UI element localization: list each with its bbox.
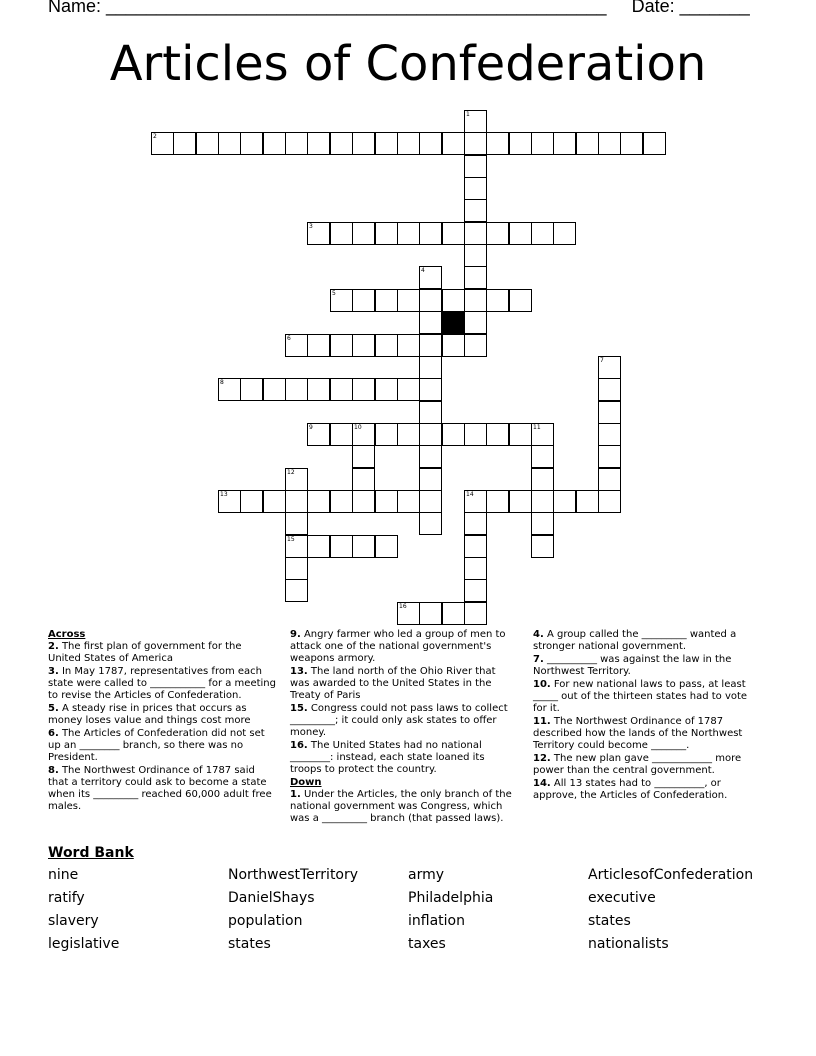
crossword-cell[interactable] — [531, 490, 554, 513]
clue-number: 16 — [399, 603, 407, 610]
crossword-cell[interactable] — [330, 378, 353, 401]
crossword-cell[interactable] — [442, 132, 465, 155]
crossword-cell[interactable] — [598, 132, 621, 155]
clue-number: 11 — [533, 424, 541, 431]
clue-across-6: 6. The Articles of Confederation did not set up an ________ branch, so there was no President. — [48, 728, 265, 763]
crossword-cell[interactable] — [419, 512, 442, 535]
crossword-cell[interactable] — [598, 401, 621, 424]
clue-number: 6 — [287, 335, 291, 342]
crossword-cell[interactable] — [419, 289, 442, 312]
crossword-cell[interactable] — [419, 222, 442, 245]
crossword-cell[interactable] — [397, 602, 420, 625]
crossword-cell[interactable] — [307, 423, 330, 446]
clue-number: 8 — [220, 379, 224, 386]
crossword-cell[interactable] — [307, 222, 330, 245]
crossword-cell[interactable] — [464, 222, 487, 245]
clue-across-2: 2. The first plan of government for the United States of America — [48, 641, 242, 664]
clue-number: 1 — [466, 111, 470, 118]
crossword-cell[interactable] — [218, 378, 241, 401]
clue-across-9: 9. Angry farmer who led a group of men to attack one of the national government's weapons armory. — [290, 629, 506, 664]
crossword-black-cell — [442, 311, 465, 334]
crossword-cell[interactable] — [352, 289, 375, 312]
crossword-cell[interactable] — [486, 132, 509, 155]
crossword-cell[interactable] — [509, 423, 532, 446]
crossword-cell[interactable] — [419, 132, 442, 155]
crossword-cell[interactable] — [531, 468, 554, 491]
clue-number: 13 — [220, 491, 228, 498]
crossword-cell[interactable] — [240, 378, 263, 401]
crossword-cell[interactable] — [218, 132, 241, 155]
crossword-cell[interactable] — [397, 490, 420, 513]
crossword-cell[interactable] — [464, 199, 487, 222]
down-heading: Down — [290, 777, 322, 788]
clue-down-1: 1. Under the Articles, the only branch of the national government was Congress, which was a _________ branch (that passed laws). — [290, 789, 512, 824]
clue-down-11: 11. The Northwest Ordinance of 1787 described how the lands of the Northwest Territory could become _______. — [533, 716, 743, 751]
clue-across-3: 3. In May 1787, representatives from each state were called to ___________ for a meeting to revise the Articles of Confederation. — [48, 666, 276, 701]
crossword-cell[interactable] — [598, 468, 621, 491]
crossword-cell[interactable] — [464, 244, 487, 267]
crossword-cell[interactable] — [509, 289, 532, 312]
word-bank-item: executive — [588, 890, 656, 906]
crossword-cell[interactable] — [397, 289, 420, 312]
crossword-cell[interactable] — [240, 490, 263, 513]
crossword-cell[interactable] — [352, 378, 375, 401]
crossword-cell[interactable] — [375, 222, 398, 245]
crossword-cell[interactable] — [531, 445, 554, 468]
word-bank-item: population — [228, 913, 303, 929]
crossword-cell[interactable] — [151, 132, 174, 155]
crossword-cell[interactable] — [375, 334, 398, 357]
word-bank-title: Word Bank — [48, 845, 134, 861]
crossword-cell[interactable] — [352, 423, 375, 446]
crossword-cell[interactable] — [464, 110, 487, 133]
crossword-cell[interactable] — [240, 132, 263, 155]
crossword-cell[interactable] — [442, 602, 465, 625]
crossword-cell[interactable] — [330, 132, 353, 155]
crossword-cell[interactable] — [419, 602, 442, 625]
crossword-cell[interactable] — [553, 222, 576, 245]
crossword-cell[interactable] — [531, 132, 554, 155]
crossword-cell[interactable] — [285, 512, 308, 535]
crossword-cell[interactable] — [442, 289, 465, 312]
clue-across-16: 16. The United States had no national ________: instead, each state loaned its troops to protect the country. — [290, 740, 485, 775]
crossword-cell[interactable] — [330, 490, 353, 513]
clue-across-13: 13. The land north of the Ohio River that was awarded to the United States in the Treaty of Paris — [290, 666, 496, 701]
crossword-cell[interactable] — [643, 132, 666, 155]
crossword-cell[interactable] — [442, 334, 465, 357]
clue-down-4: 4. A group called the _________ wanted a stronger national government. — [533, 629, 737, 652]
crossword-cell[interactable] — [598, 378, 621, 401]
crossword-cell[interactable] — [464, 423, 487, 446]
crossword-cell[interactable] — [330, 535, 353, 558]
crossword-cell[interactable] — [375, 378, 398, 401]
word-bank-item: nationalists — [588, 936, 669, 952]
crossword-cell[interactable] — [531, 535, 554, 558]
clue-across-8: 8. The Northwest Ordinance of 1787 said that a territory could ask to become a state when its _________ reached 60,000 adult free males. — [48, 765, 272, 812]
crossword-cell[interactable] — [419, 266, 442, 289]
crossword-cell[interactable] — [285, 378, 308, 401]
crossword-cell[interactable] — [442, 423, 465, 446]
clue-number: 7 — [600, 357, 604, 364]
crossword-cell[interactable] — [464, 177, 487, 200]
crossword-cell[interactable] — [419, 356, 442, 379]
name-line[interactable]: __________________________________________________ — [106, 0, 607, 16]
clue-number: 12 — [287, 469, 295, 476]
crossword-cell[interactable] — [598, 423, 621, 446]
crossword-cell[interactable] — [263, 490, 286, 513]
clue-number: 5 — [332, 290, 336, 297]
crossword-cell[interactable] — [553, 132, 576, 155]
word-bank-item: Philadelphia — [408, 890, 494, 906]
crossword-cell[interactable] — [285, 557, 308, 580]
crossword-cell[interactable] — [330, 423, 353, 446]
clue-down-12: 12. The new plan gave ____________ more power than the central government. — [533, 753, 742, 776]
crossword-cell[interactable] — [509, 132, 532, 155]
word-bank-item: army — [408, 867, 445, 883]
clue-down-10: 10. For new national laws to pass, at least _____ out of the thirteen states had to vote for it. — [533, 679, 748, 714]
crossword-cell[interactable] — [464, 334, 487, 357]
crossword-cell[interactable] — [263, 378, 286, 401]
crossword-cell[interactable] — [307, 535, 330, 558]
crossword-cell[interactable] — [397, 378, 420, 401]
crossword-cell[interactable] — [464, 289, 487, 312]
word-bank-item: NorthwestTerritory — [228, 867, 359, 883]
crossword-cell[interactable] — [419, 334, 442, 357]
crossword-cell[interactable] — [352, 535, 375, 558]
crossword-cell[interactable] — [531, 423, 554, 446]
word-bank-item: legislative — [48, 936, 120, 952]
crossword-cell[interactable] — [464, 602, 487, 625]
crossword-cell[interactable] — [509, 222, 532, 245]
word-bank-item: nine — [48, 867, 79, 883]
crossword-cell[interactable] — [330, 222, 353, 245]
crossword-cell[interactable] — [352, 445, 375, 468]
crossword-cell[interactable] — [285, 490, 308, 513]
crossword-cell[interactable] — [598, 445, 621, 468]
crossword-cell[interactable] — [397, 222, 420, 245]
crossword-cell[interactable] — [486, 490, 509, 513]
crossword-cell[interactable] — [375, 490, 398, 513]
crossword-cell[interactable] — [352, 490, 375, 513]
clue-across-15: 15. Congress could not pass laws to collect _________; it could only ask states to offer money. — [290, 703, 508, 738]
crossword-cell[interactable] — [352, 468, 375, 491]
clues-column-2 — [290, 629, 518, 826]
word-bank-item: slavery — [48, 913, 99, 929]
crossword-cell[interactable] — [419, 311, 442, 334]
crossword-cell[interactable] — [464, 490, 487, 513]
word-bank-item: states — [228, 936, 271, 952]
crossword-cell[interactable] — [419, 490, 442, 513]
crossword-cell[interactable] — [307, 132, 330, 155]
crossword-cell[interactable] — [285, 535, 308, 558]
crossword-cell[interactable] — [531, 512, 554, 535]
word-bank-item: states — [588, 913, 631, 929]
crossword-cell[interactable] — [464, 132, 487, 155]
crossword-cell[interactable] — [397, 334, 420, 357]
crossword-cell[interactable] — [307, 490, 330, 513]
crossword-cell[interactable] — [196, 132, 219, 155]
crossword-cell[interactable] — [173, 132, 196, 155]
crossword-cell[interactable] — [464, 266, 487, 289]
crossword-cell[interactable] — [307, 334, 330, 357]
crossword-cell[interactable] — [464, 311, 487, 334]
clue-number: 2 — [153, 133, 157, 140]
crossword-cell[interactable] — [464, 155, 487, 178]
crossword-cell[interactable] — [419, 423, 442, 446]
crossword-cell[interactable] — [375, 132, 398, 155]
crossword-cell[interactable] — [330, 289, 353, 312]
crossword-cell[interactable] — [509, 490, 532, 513]
crossword-cell[interactable] — [397, 423, 420, 446]
crossword-cell[interactable] — [285, 334, 308, 357]
crossword-cell[interactable] — [352, 132, 375, 155]
word-bank — [48, 866, 768, 953]
page-title: Articles of Confederation — [109, 36, 707, 92]
crossword-cell[interactable] — [598, 490, 621, 513]
crossword-cell[interactable] — [419, 401, 442, 424]
crossword-cell[interactable] — [464, 512, 487, 535]
word-bank-item: taxes — [408, 936, 446, 952]
clue-number: 3 — [309, 223, 313, 230]
word-bank-item: inflation — [408, 913, 465, 929]
clue-number: 9 — [309, 424, 313, 431]
clue-number: 4 — [421, 267, 425, 274]
crossword-cell[interactable] — [375, 423, 398, 446]
crossword-cell[interactable] — [486, 289, 509, 312]
crossword-cell[interactable] — [285, 468, 308, 491]
crossword-cell[interactable] — [352, 222, 375, 245]
clues-column-3 — [533, 629, 761, 803]
crossword-cell[interactable] — [486, 423, 509, 446]
crossword-cell[interactable] — [464, 579, 487, 602]
clue-across-5: 5. A steady rise in prices that occurs as money loses value and things cost more — [48, 703, 251, 726]
clue-number: 15 — [287, 536, 295, 543]
crossword-cell[interactable] — [576, 490, 599, 513]
crossword-cell[interactable] — [553, 490, 576, 513]
crossword-cell[interactable] — [263, 132, 286, 155]
crossword-cell[interactable] — [442, 222, 465, 245]
crossword-cell[interactable] — [375, 535, 398, 558]
clue-down-7: 7. __________ was against the law in the Northwest Territory. — [533, 654, 732, 677]
crossword-cell[interactable] — [464, 557, 487, 580]
crossword-cell[interactable] — [375, 289, 398, 312]
crossword-cell[interactable] — [419, 468, 442, 491]
crossword-cell[interactable] — [330, 334, 353, 357]
word-bank-item: ArticlesofConfederation — [588, 867, 754, 883]
crossword-cell[interactable] — [620, 132, 643, 155]
date-label: Date: — [631, 0, 675, 16]
word-bank-item: ratify — [48, 890, 85, 906]
crossword-cell[interactable] — [285, 132, 308, 155]
word-bank-item: DanielShays — [228, 890, 315, 906]
crossword-cell[interactable] — [307, 378, 330, 401]
date-line[interactable]: _______ — [679, 0, 750, 16]
crossword-cell[interactable] — [598, 356, 621, 379]
clues-column-1 — [48, 629, 276, 814]
crossword-cell[interactable] — [352, 334, 375, 357]
crossword-cell[interactable] — [397, 132, 420, 155]
crossword-cell[interactable] — [419, 445, 442, 468]
crossword-cell[interactable] — [218, 490, 241, 513]
clue-down-14: 14. All 13 states had to __________, or approve, the Articles of Confederation. — [533, 778, 728, 801]
name-label: Name: — [48, 0, 102, 16]
crossword-cell[interactable] — [576, 132, 599, 155]
crossword-cell[interactable] — [419, 378, 442, 401]
crossword-cell[interactable] — [486, 222, 509, 245]
clue-number: 14 — [466, 491, 474, 498]
crossword-cell[interactable] — [464, 535, 487, 558]
crossword-cell[interactable] — [531, 222, 554, 245]
across-heading: Across — [48, 629, 86, 640]
crossword-cell[interactable] — [285, 579, 308, 602]
clue-number: 10 — [354, 424, 362, 431]
